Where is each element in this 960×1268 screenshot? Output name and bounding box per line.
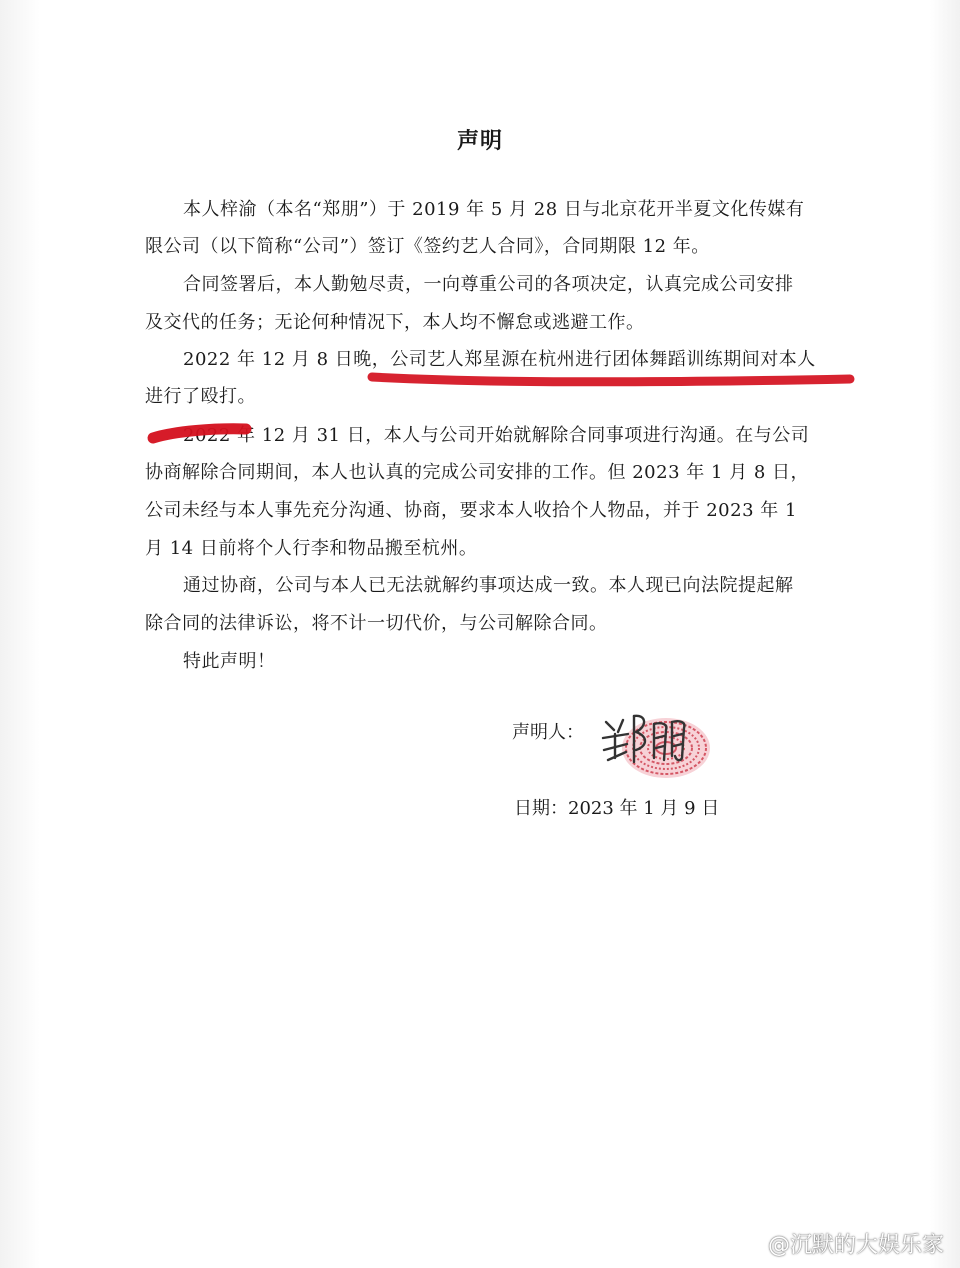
red-underline-mark xyxy=(372,377,850,382)
date-line: 日期：2023 年 1 月 9 日 xyxy=(514,798,720,819)
paragraph-line: 协商解除合同期间，本人也认真的完成公司安排的工作。但 2023 年 1 月 8 日， xyxy=(145,462,810,483)
weibo-watermark: @沉默的大娱乐家 xyxy=(767,1233,944,1258)
paragraph-line: 2022 年 12 月 31 日，本人与公司开始就解除合同事项进行沟通。在与公司 xyxy=(183,425,810,446)
paragraph-line: 本人梓渝（本名“郑朋”）于 2019 年 5 月 28 日与北京花开半夏文化传媒有 xyxy=(183,199,805,220)
paragraph-line: 月 14 日前将个人行李和物品搬至杭州。 xyxy=(145,538,478,559)
paragraph-line: 合同签署后，本人勤勉尽责，一向尊重公司的各项决定，认真完成公司安排 xyxy=(183,274,794,295)
paragraph-line: 及交代的任务；无论何种情况下，本人均不懈怠或逃避工作。 xyxy=(145,312,645,333)
paragraph-line: 公司未经与本人事先充分沟通、协商，要求本人收拾个人物品，并于 2023 年 1 xyxy=(145,500,797,521)
paragraph-line: 2022 年 12 月 8 日晚，公司艺人郑星源在杭州进行团体舞蹈训练期间对本人 xyxy=(183,349,816,370)
fingerprint-seal xyxy=(622,718,710,778)
paragraph-line: 除合同的法律诉讼，将不计一切代价，与公司解除合同。 xyxy=(145,613,608,634)
signature-label: 声明人： xyxy=(512,722,584,743)
paragraph-line: 进行了殴打。 xyxy=(145,386,256,407)
document-title: 声明 xyxy=(456,129,503,154)
paragraph-line: 限公司（以下简称“公司”）签订《签约艺人合同》，合同期限 12 年。 xyxy=(145,236,710,257)
closing-line: 特此声明！ xyxy=(183,651,276,672)
handwritten-signature xyxy=(603,716,684,762)
paragraph-line: 通过协商，公司与本人已无法就解约事项达成一致。本人现已向法院提起解 xyxy=(183,575,794,596)
